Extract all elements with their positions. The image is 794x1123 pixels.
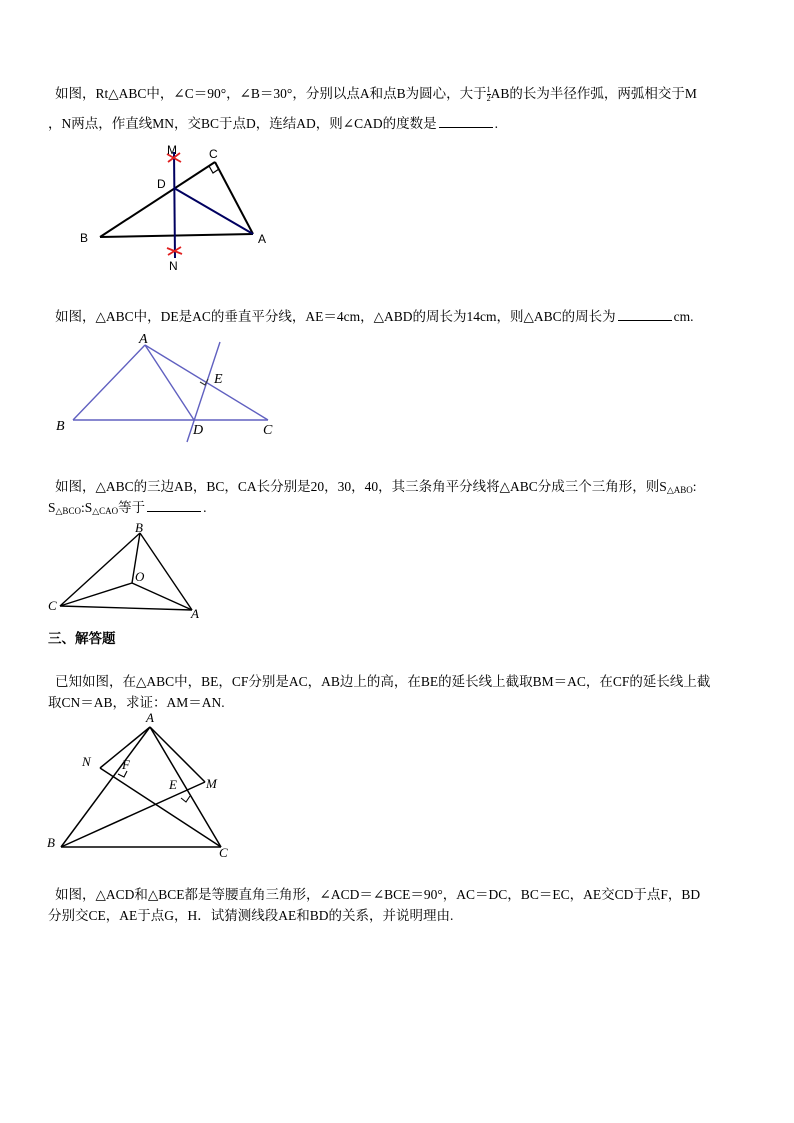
bisector-c bbox=[60, 583, 132, 606]
label-n: N bbox=[169, 259, 178, 273]
side-ba bbox=[100, 234, 253, 237]
label-c: C bbox=[209, 147, 218, 161]
answer-blank[interactable] bbox=[439, 115, 493, 128]
label-b: B bbox=[47, 835, 55, 850]
answer-blank[interactable] bbox=[618, 308, 672, 321]
side-bc bbox=[60, 533, 140, 606]
side-ab bbox=[73, 345, 145, 420]
label-d: D bbox=[157, 177, 166, 191]
label-c: C bbox=[263, 423, 273, 438]
q4-line1: 已知如图，在△ABC中，BE，CF分别是AC，AB边上的高，在BE的延长线上截取BM＝AC，在CF的延长线上截 bbox=[55, 674, 711, 689]
q5-line1: 如图，△ACD和△BCE都是等腰直角三角形，∠ACD＝∠BCE＝90°，AC＝DC，BC＝EC，AE交CD于点F，BD bbox=[55, 887, 701, 902]
label-n: N bbox=[82, 754, 91, 769]
right-angle-e bbox=[181, 796, 190, 802]
line-de bbox=[187, 342, 220, 442]
label-a: A bbox=[258, 232, 267, 246]
segment-bm bbox=[61, 782, 205, 847]
label-a: A bbox=[146, 710, 154, 725]
label-a: A bbox=[191, 606, 199, 621]
label-c: C bbox=[219, 845, 228, 860]
q2-figure bbox=[48, 330, 288, 445]
label-d: D bbox=[193, 423, 204, 438]
answer-blank[interactable] bbox=[147, 499, 201, 512]
fraction: $\frac{1}{2}$ bbox=[486, 85, 491, 104]
label-a: A bbox=[139, 332, 148, 347]
label-b: B bbox=[56, 419, 65, 434]
q3-line1: 如图，△ABC的三边AB，BC，CA长分别是20，30，40，其三条角平分线将△ABC分成三个三角形，则$S_{\triangle ABO}$: bbox=[55, 479, 697, 495]
q1-line1: 如图，Rt△ABC中，∠C＝90°，∠B＝30°，分别以点A和点B为圆心，大于 $\frac{1}{2}$ AB的长为半径作弧，两弧相交于M bbox=[55, 85, 697, 104]
side-bc bbox=[100, 162, 215, 237]
label-m: M bbox=[167, 143, 177, 157]
label-e: E bbox=[214, 372, 223, 387]
q5-line2: 分别交CE，AE于点G，H．试猜测线段AE和BD的关系，并说明理由. bbox=[48, 908, 454, 923]
section-title: 三、解答题 bbox=[48, 631, 116, 647]
line-mn bbox=[174, 152, 175, 258]
q1-line2: ，N两点，作直线MN，交BC于点D，连结AD，则∠CAD的度数是 . bbox=[48, 116, 498, 131]
q4-figure bbox=[40, 710, 240, 860]
label-m: M bbox=[206, 776, 217, 791]
q2-line: 如图，△ABC中，DE是AC的垂直平分线，AE＝4cm，△ABD的周长为14cm，则△ABC的周长为 cm. bbox=[55, 309, 694, 324]
q4-line2: 取CN＝AB，求证：AM＝AN. bbox=[48, 695, 225, 710]
label-b: B bbox=[80, 231, 89, 245]
side-ab bbox=[61, 727, 150, 847]
q3-line2: $S_{\triangle BCO}:S_{\triangle CAO}$等于 . bbox=[48, 500, 207, 516]
q1-figure bbox=[60, 140, 290, 275]
label-o: O bbox=[135, 569, 145, 584]
side-ca bbox=[60, 606, 192, 610]
label-b: B bbox=[135, 520, 143, 535]
segment-ad bbox=[145, 345, 194, 420]
label-c: C bbox=[48, 598, 57, 613]
label-e: E bbox=[169, 777, 177, 792]
q3-figure bbox=[40, 518, 215, 623]
label-f: F bbox=[122, 757, 130, 772]
